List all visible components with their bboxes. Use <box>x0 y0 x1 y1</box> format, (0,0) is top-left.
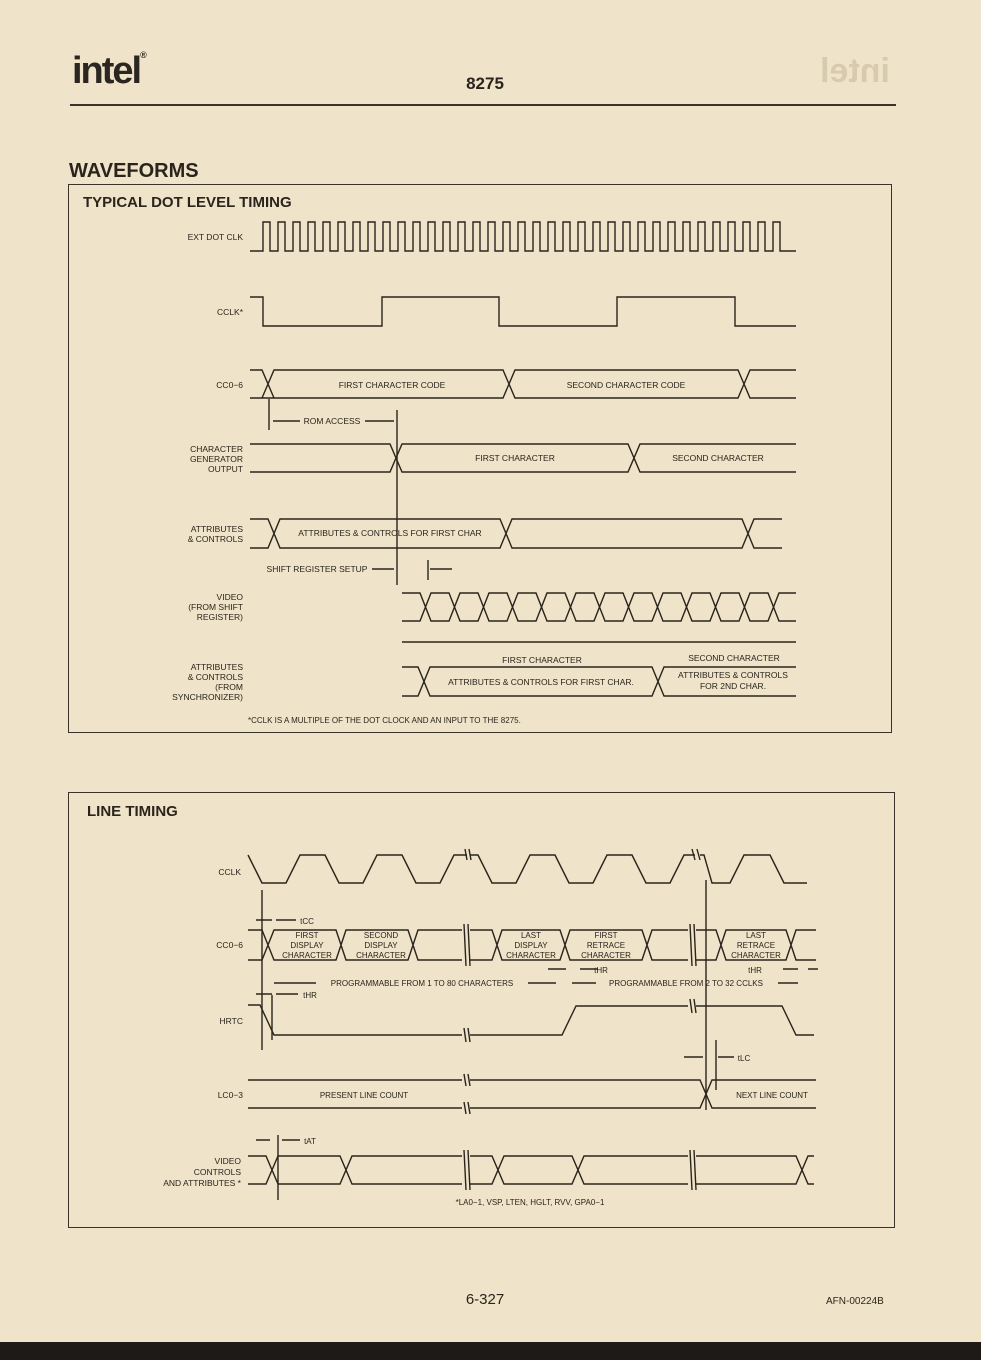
lt-last-display-3: CHARACTER <box>506 951 556 960</box>
lt-first-display-1: FIRST <box>295 931 319 940</box>
lt-tat-marker <box>256 1135 300 1200</box>
ext-dot-clk-label: EXT DOT CLK <box>187 232 243 242</box>
dot-timing-title: TYPICAL DOT LEVEL TIMING <box>83 194 292 211</box>
lt-last-display-2: DISPLAY <box>514 941 548 950</box>
lt-tlc-label: tLC <box>737 1054 751 1063</box>
video-label-2: (FROM SHIFT <box>188 602 243 612</box>
dot-timing-note: *CCLK IS A MULTIPLE OF THE DOT CLOCK AND AN INPUT TO THE 8275. <box>248 716 521 725</box>
lt-thr-3: tHR <box>303 991 317 1000</box>
lt-cclk-label: CCLK <box>218 867 241 877</box>
page-number: 6-327 <box>465 1291 505 1308</box>
lt-hrtc-label: HRTC <box>219 1016 243 1026</box>
intel-logo: intel® <box>72 50 147 92</box>
lt-vid-label-3: AND ATTRIBUTES * <box>163 1178 241 1188</box>
sync-label-4: SYNCHRONIZER) <box>172 692 243 702</box>
lt-cc-label: CC0−6 <box>216 940 243 950</box>
lt-last-retrace-3: CHARACTER <box>731 951 781 960</box>
lt-vid-label-2: CONTROLS <box>193 1167 241 1177</box>
first-char-top-label: FIRST CHARACTER <box>502 655 582 665</box>
attr-2nd-label-2: FOR 2ND CHAR. <box>699 681 767 691</box>
char-gen-label-3: OUTPUT <box>208 464 243 474</box>
lt-note: *LA0−1, VSP, LTEN, HGLT, RVV, GPA0−1 <box>455 1198 605 1207</box>
lt-first-display-2: DISPLAY <box>290 941 324 950</box>
sync-label-1: ATTRIBUTES <box>190 662 243 672</box>
lt-second-display-1: SECOND <box>363 931 399 940</box>
rom-access-label: ROM ACCESS <box>303 416 361 426</box>
lt-cclk-break <box>465 849 700 860</box>
lt-vid-label-1: VIDEO <box>214 1156 241 1166</box>
lt-last-retrace-2: RETRACE <box>736 941 776 950</box>
char-gen-label-2: GENERATOR <box>189 454 243 464</box>
lt-first-retrace-2: RETRACE <box>586 941 626 950</box>
lt-first-display-3: CHARACTER <box>282 951 332 960</box>
video-label-1: VIDEO <box>216 592 243 602</box>
cclk-label: CCLK* <box>217 307 243 317</box>
scan-edge <box>0 1342 981 1360</box>
attr-label-1: ATTRIBUTES <box>190 524 243 534</box>
lt-cclk-wave <box>248 855 807 883</box>
attr-first-char-dot-label: ATTRIBUTES & CONTROLS FOR FIRST CHAR. <box>448 677 634 687</box>
lt-lc-break <box>464 1074 470 1114</box>
video-label-3: REGISTER) <box>196 612 243 622</box>
char-gen-label-1: CHARACTER <box>190 444 243 454</box>
attr-first-char-label: ATTRIBUTES & CONTROLS FOR FIRST CHAR <box>298 528 482 538</box>
lt-present-lc: PRESENT LINE COUNT <box>319 1091 409 1100</box>
sync-label-3: (FROM <box>215 682 243 692</box>
shift-reg-setup-label: SHIFT REGISTER SETUP <box>266 564 368 574</box>
lt-tcc-marker <box>256 890 296 1050</box>
sync-label-2: & CONTROLS <box>187 672 243 682</box>
lt-thr-2: tHR <box>748 966 762 975</box>
lt-prog-cclks: PROGRAMMABLE FROM 2 TO 32 CCLKS <box>609 979 763 988</box>
lt-lc-label: LC0−3 <box>217 1090 243 1100</box>
lt-second-display-3: CHARACTER <box>356 951 406 960</box>
first-char-label: FIRST CHARACTER <box>475 453 555 463</box>
lt-first-retrace-3: CHARACTER <box>581 951 631 960</box>
lt-hrtc-wave <box>248 1005 814 1035</box>
lt-vid-bus <box>248 1156 814 1184</box>
attr-2nd-label-1: ATTRIBUTES & CONTROLS <box>678 670 788 680</box>
attr-label-2: & CONTROLS <box>187 534 243 544</box>
part-number: 8275 <box>466 74 504 93</box>
lt-last-retrace-1: LAST <box>745 931 767 940</box>
lt-tat-label: tAT <box>304 1137 316 1146</box>
second-char-top-label: SECOND CHARACTER <box>688 653 780 663</box>
bleed-through-logo: intel <box>820 52 890 90</box>
lt-thr-1: tHR <box>594 966 608 975</box>
section-title: WAVEFORMS <box>69 160 199 182</box>
second-char-code-label: SECOND CHARACTER CODE <box>566 380 686 390</box>
lt-second-display-2: DISPLAY <box>364 941 398 950</box>
lt-next-lc: NEXT LINE COUNT <box>736 1091 808 1100</box>
lt-tlc-marker <box>684 880 734 1110</box>
line-timing-title: LINE TIMING <box>87 803 178 820</box>
lt-tcc-label: tCC <box>300 917 314 926</box>
document-code: AFN-00224B <box>826 1296 884 1307</box>
lt-first-retrace-1: FIRST <box>594 931 618 940</box>
first-char-code-label: FIRST CHARACTER CODE <box>338 380 446 390</box>
lt-prog-chars: PROGRAMMABLE FROM 1 TO 80 CHARACTERS <box>330 979 514 988</box>
second-char-label: SECOND CHARACTER <box>672 453 764 463</box>
lt-last-display-1: LAST <box>520 931 542 940</box>
cc-label: CC0−6 <box>216 380 243 390</box>
